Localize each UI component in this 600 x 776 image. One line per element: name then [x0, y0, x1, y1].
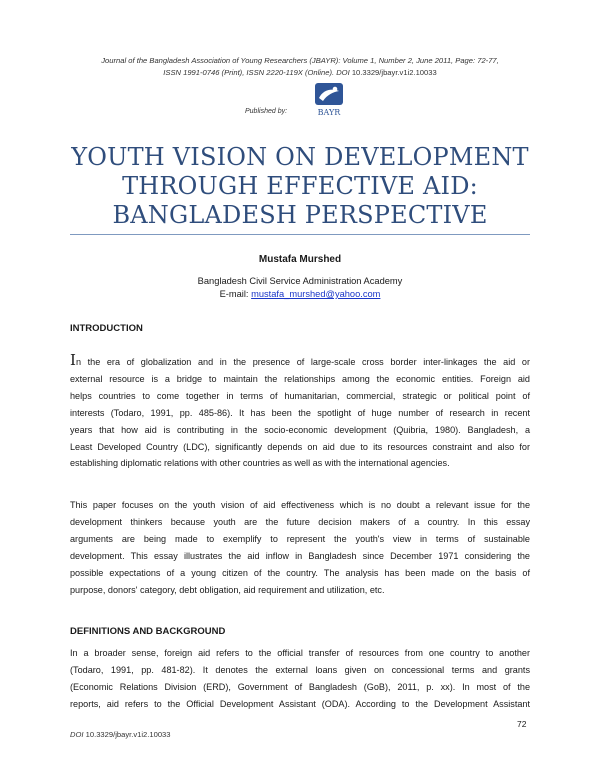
journal-line-1: Journal of the Bangladesh Association of Young Researchers (JBAYR): Volume 1, Number 2, June 2011, Page: 72-77,	[101, 56, 499, 65]
author-affiliation-block	[0, 275, 600, 301]
intro-paragraph-2	[70, 497, 530, 598]
intro-p1-line: establishing diplomatic relations with other countries as well as with the international agencies.	[70, 458, 450, 469]
journal-doi: 10.3329/jbayr.v1i2.10033	[351, 68, 437, 77]
intro-p2-line: purpose, donors' category, debt obligation, aid requirement and utilization, etc.	[70, 584, 385, 595]
title-line-3: BANGLADESH PERSPECTIVE	[112, 201, 488, 229]
affiliation: Bangladesh Civil Service Administration Academy	[197, 276, 403, 286]
email-link[interactable]: mustafa_murshed@yahoo.com	[251, 289, 381, 299]
section-heading-introduction: INTRODUCTION	[70, 323, 143, 334]
def-p1-line: In a broader sense, foreign aid refers to the official transfer of resources from one country to another	[70, 648, 530, 658]
intro-p2-line: possible expectations of a young citizen of the country. The analysis has been made on the basis of	[70, 567, 530, 578]
footer-doi-label: DOI	[70, 730, 84, 739]
def-p1-line: reports, aid refers to the Official Development Assistant (ODA). According to the Development Assistant	[70, 698, 530, 709]
section-heading-definitions: DEFINITIONS AND BACKGROUND	[70, 626, 226, 637]
footer-doi	[70, 730, 171, 739]
definitions-paragraph-1	[70, 645, 530, 713]
intro-p2-line: development thinkers because youth are the future decision makers of a country. In this essay	[70, 516, 530, 527]
author-name: Mustafa Murshed	[258, 254, 342, 265]
intro-p2-line: This paper focuses on the youth vision of aid effectiveness which is no doubt a relevant issue for the	[70, 500, 530, 510]
journal-issn: ISSN 1991-0746 (Print), ISSN 2220-119X (Online). DOI	[163, 68, 350, 77]
intro-p1-line: helps countries to come together in terms of humanitarian, commercial, strategic or political point of	[70, 390, 530, 401]
intro-paragraph-1	[70, 352, 530, 472]
footer-doi-value: 10.3329/jbayr.v1i2.10033	[85, 730, 171, 739]
title-line-2: THROUGH EFFECTIVE AID:	[122, 172, 478, 200]
paper-title	[50, 143, 550, 230]
title-divider	[70, 234, 530, 235]
def-p1-line: (Economic Relations Division (ERD), Government of Bangladesh (GoB), 2011, p. xx). In most of the	[70, 681, 530, 692]
intro-p1-line: interests (Todaro, 1991, pp. 485-86). It has been the spotlight of huge number of research in recent	[70, 407, 530, 418]
svg-text:BAYR: BAYR	[317, 108, 341, 117]
def-p1-line: (Todaro, 1991, pp. 481-82). It denotes the external loans given on concessional terms and grants	[70, 664, 530, 675]
email-label: E-mail:	[219, 289, 249, 299]
intro-p2-line: development. This essay illustrates the aid inflow in Bangladesh since December 1971 considering the	[70, 550, 530, 561]
journal-citation-header	[60, 55, 540, 79]
drop-cap: I	[70, 351, 76, 369]
title-line-1: YOUTH VISION ON DEVELOPMENT	[71, 143, 529, 171]
page-number: 72	[517, 719, 527, 729]
journal-line-2	[60, 67, 540, 79]
bayr-logo	[311, 82, 347, 118]
intro-p1-line: In the era of globalization and in the presence of large-scale cross border inter-linkages the aid or	[70, 351, 530, 369]
intro-p1-line: years that how aid is contributing in the socio-economic development (Quibria, 1980). Bangladesh, a	[70, 424, 530, 435]
intro-p2-line: arguments are being made to exemplify to represent the youth's view in terms of sustainable	[70, 533, 530, 544]
intro-p1-line: external resource is a bridge to maintain the relationships among the economic entities. Foreign aid	[70, 373, 530, 384]
published-by-label: Published by:	[245, 108, 288, 115]
intro-p1-line: Least Developed Country (LDC), significantly depends on aid due to its resources constraint and also for	[70, 441, 530, 452]
email-line	[0, 288, 600, 301]
